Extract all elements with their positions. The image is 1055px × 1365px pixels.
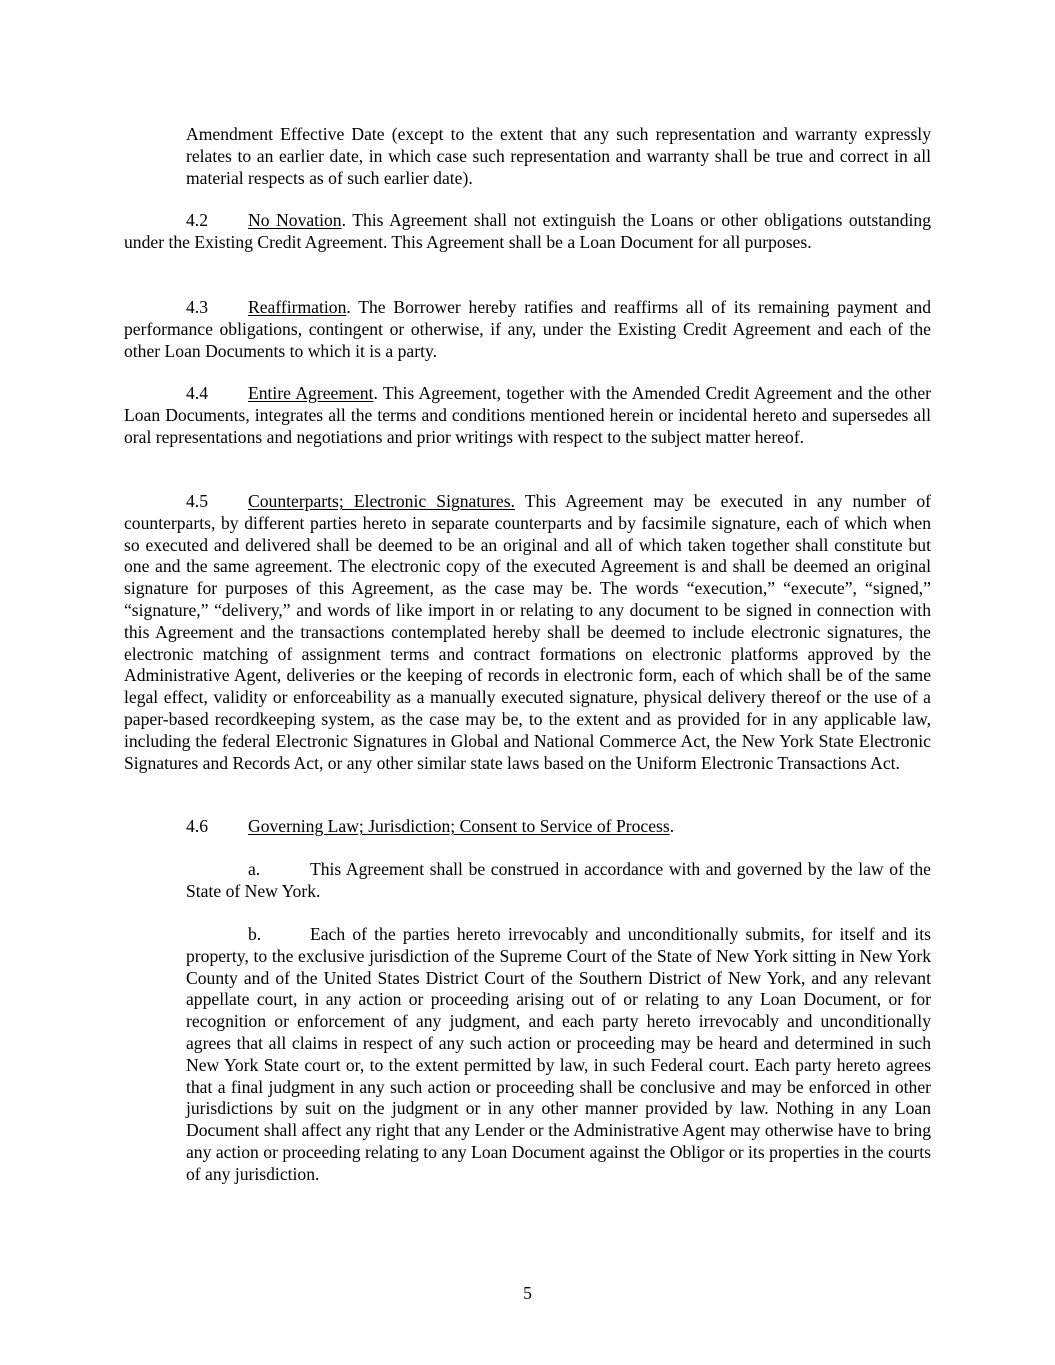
continuation-paragraph bbox=[186, 124, 931, 189]
subsection-letter: b. bbox=[248, 924, 262, 944]
section-4-3 bbox=[124, 297, 931, 362]
subsection-text: Each of the parties hereto irrevocably and unconditionally submits, for itself and its property, to the exclusive jurisdiction of the Supreme Court of the State of New York sitting in New York County and of the United States District Court of the Southern District of New York, and any relevant appellate court, in any action or proceeding arising out of or relating to any Loan Document, or for recognition or enforcement of any judgment, and each party hereto irrevocably and unconditionally agrees that all claims in respect of any such action or proceeding may be heard and determined in such New York State court or, to the extent permitted by law, in such Federal court. Each party hereto agrees that a final judgment in any such action or proceeding shall be conclusive and may be enforced in other jurisdictions by suit on the judgment or in any other manner provided by law. Nothing in any Loan Document shall affect any right that any Lender or the Administrative Agent may otherwise have to bring any action or proceeding relating to any Loan Document against the Obligor or its properties in the courts of any jurisdiction. bbox=[186, 924, 931, 1184]
section-heading: No Novation bbox=[248, 210, 342, 230]
section-body: . This Agreement shall not extinguish the Loans or other obligations outstanding under the Existing Credit Agreement. This Agreement shall be a Loan Document for all purposes. bbox=[124, 210, 931, 252]
subsection-a bbox=[186, 859, 931, 903]
section-number: 4.6 bbox=[186, 816, 208, 836]
page-number: 5 bbox=[523, 1283, 532, 1303]
section-heading: Entire Agreement bbox=[248, 383, 374, 403]
section-heading: Reaffirmation bbox=[248, 297, 347, 317]
section-body: . The Borrower hereby ratifies and reaffirms all of its remaining payment and performance obligations, contingent or otherwise, if any, under the Existing Credit Agreement and each of the other Loan Documents to which it is a party. bbox=[124, 297, 931, 361]
section-4-6 bbox=[124, 816, 931, 838]
section-4-4 bbox=[124, 383, 931, 448]
section-body: . This Agreement, together with the Amended Credit Agreement and the other Loan Documents, integrates all the terms and conditions mentioned herein or incidental hereto and supersedes all oral representations and negotiations and prior writings with respect to the subject matter hereof. bbox=[124, 383, 931, 447]
section-body: . bbox=[669, 816, 675, 836]
section-heading: Counterparts; Electronic Signatures. bbox=[248, 491, 515, 511]
section-number: 4.4 bbox=[186, 383, 208, 403]
section-body: This Agreement may be executed in any number of counterparts, by different parties hereto in separate counterparts and by facsimile signature, each of which when so executed and delivered shall be deemed to be an original and all of which taken together shall constitute but one and the same agreement. The electronic copy of the executed Agreement is and shall be deemed an original signature for purposes of this Agreement, as the case may be. The words “execution,” “execute”, “signed,” “signature,” “delivery,” and words of like import in or relating to any document to be signed in connection with this Agreement and the transactions contemplated hereby shall be deemed to include electronic signatures, the electronic matching of assignment terms and contract formations on electronic platforms approved by the Administrative Agent, deliveries or the keeping of records in electronic form, each of which shall be of the same legal effect, validity or enforceability as a manually executed signature, physical delivery thereof or the use of a paper-based recordkeeping system, as the case may be, to the extent and as provided for in any applicable law, including the federal Electronic Signatures in Global and National Commerce Act, the New York State Electronic Signatures and Records Act, or any other similar state laws based on the Uniform Electronic Transactions Act. bbox=[124, 491, 932, 773]
section-heading: Governing Law; Jurisdiction; Consent to Service of Process bbox=[248, 816, 670, 836]
subsection-b bbox=[186, 924, 931, 1186]
subsection-text: This Agreement shall be construed in accordance with and governed by the law of the State of New York. bbox=[186, 859, 931, 901]
section-4-5 bbox=[124, 491, 931, 774]
section-number: 4.5 bbox=[186, 491, 208, 511]
section-4-2 bbox=[124, 210, 931, 254]
continuation-text: Amendment Effective Date (except to the extent that any such representation and warranty expressly relates to an earlier date, in which case such representation and warranty shall be true and correct in all material respects as of such earlier date). bbox=[186, 124, 931, 188]
section-number: 4.3 bbox=[186, 297, 208, 317]
section-number: 4.2 bbox=[186, 210, 208, 230]
subsection-letter: a. bbox=[248, 859, 261, 879]
